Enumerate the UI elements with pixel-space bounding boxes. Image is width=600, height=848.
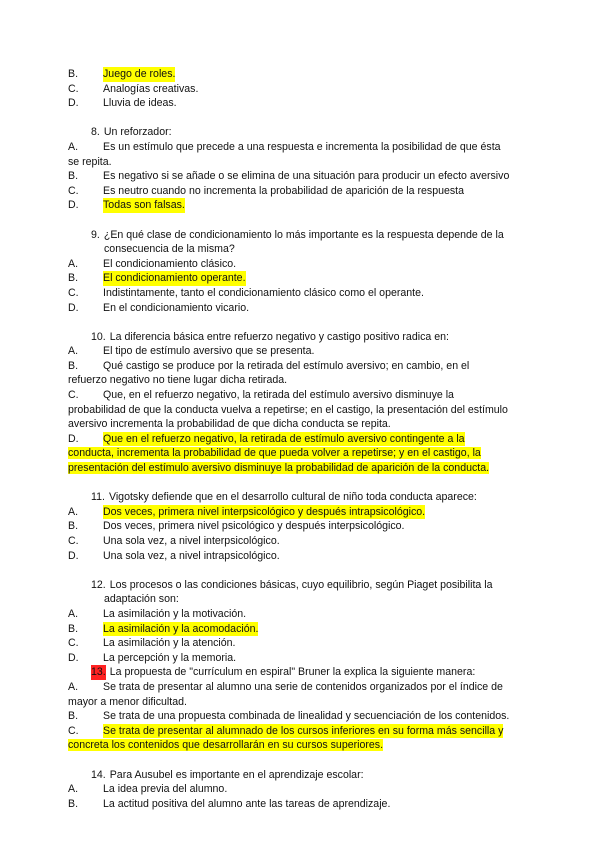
option-letter: C. bbox=[68, 389, 79, 402]
q12-option-b bbox=[68, 622, 534, 637]
option-text: La actitud positiva del alumno ante las tareas de aprendizaje. bbox=[103, 797, 391, 810]
q10-option-c-cont-2: aversivo incrementa la probabilidad de que dicha conducta se repita. bbox=[68, 418, 391, 431]
question-text: ¿En qué clase de condicionamiento lo más importante es la respuesta depende de la bbox=[103, 228, 504, 241]
question-number: 12. bbox=[91, 578, 106, 591]
q11-question bbox=[68, 490, 534, 505]
option-text-correct: Dos veces, primera nivel interpsicológico y después intrapsicológico. bbox=[103, 505, 426, 518]
q7-option-b bbox=[68, 67, 534, 82]
q7-option-d bbox=[68, 96, 534, 111]
option-text: Se trata de una propuesta combinada de linealidad y secuenciación de los contenidos. bbox=[103, 710, 510, 723]
q8-option-a bbox=[68, 140, 534, 155]
question-text: Vigotsky defiende que en el desarrollo cultural de niño toda conducta aparece: bbox=[108, 491, 477, 504]
option-letter: A. bbox=[68, 680, 79, 693]
option-text-correct: El condicionamiento operante. bbox=[103, 272, 246, 285]
q10-option-a bbox=[68, 344, 534, 359]
option-text-correct: Juego de roles. bbox=[103, 68, 176, 80]
q11-option-d bbox=[68, 549, 534, 564]
q9-option-b bbox=[68, 271, 534, 286]
q13-question bbox=[68, 665, 534, 680]
q13-option-c bbox=[68, 724, 534, 739]
option-letter: D. bbox=[68, 301, 79, 314]
option-text-correct: Se trata de presentar al alumnado de los cursos inferiores en su forma más sencilla y bbox=[103, 724, 504, 737]
q10-question bbox=[68, 330, 534, 345]
question-text: Un reforzador: bbox=[103, 126, 172, 139]
option-letter: A. bbox=[68, 505, 79, 518]
option-letter: A. bbox=[68, 783, 79, 796]
q10-option-d-cont-1 bbox=[68, 446, 534, 461]
option-letter: B. bbox=[68, 170, 79, 183]
option-text-correct: conducta, incrementa la probabilidad de que pueda volver a repetirse; y en el castigo, la bbox=[68, 447, 481, 460]
q11-option-c bbox=[68, 534, 534, 549]
q9-question bbox=[68, 228, 534, 243]
option-text-correct: Todas son falsas. bbox=[103, 199, 185, 212]
q10-option-b bbox=[68, 359, 534, 374]
q9-option-c bbox=[68, 286, 534, 301]
option-text: Qué castigo se produce por la retirada del estímulo aversivo; en cambio, en el bbox=[103, 359, 470, 372]
option-letter: C. bbox=[68, 82, 79, 95]
question-number: 14. bbox=[91, 768, 106, 781]
question-text: La propuesta de "currículum en espiral" Bruner la explica la siguiente manera: bbox=[109, 666, 476, 679]
q11-option-a bbox=[68, 505, 534, 520]
option-text: Es un estímulo que precede a una respuesta e incrementa la posibilidad de que ésta bbox=[103, 140, 501, 153]
option-letter: D. bbox=[68, 432, 79, 445]
q13-option-a-cont: mayor a menor dificultad. bbox=[68, 695, 187, 708]
q10-option-b-cont: refuerzo negativo no tiene lugar dicha retirada. bbox=[68, 374, 288, 387]
option-text: Lluvia de ideas. bbox=[103, 97, 177, 110]
q12-question bbox=[68, 578, 534, 593]
option-letter: D. bbox=[68, 97, 79, 110]
option-text: El tipo de estímulo aversivo que se presenta. bbox=[103, 345, 315, 358]
option-letter: D. bbox=[68, 549, 79, 562]
option-letter: D. bbox=[68, 651, 79, 664]
q9-question-cont: consecuencia de la misma? bbox=[104, 243, 235, 256]
option-text: Una sola vez, a nivel intrapsicológico. bbox=[103, 549, 280, 562]
q12-option-c bbox=[68, 636, 534, 651]
q12-option-d bbox=[68, 651, 534, 666]
option-letter: B. bbox=[68, 797, 79, 810]
q8-question bbox=[68, 125, 534, 140]
option-text: Es negativo si se añade o se elimina de una situación para producir un efecto aversivo bbox=[103, 170, 510, 183]
q8-option-a-cont: se repita. bbox=[68, 155, 112, 168]
exam-content bbox=[68, 67, 534, 811]
option-letter: C. bbox=[68, 724, 79, 737]
option-text: La asimilación y la atención. bbox=[103, 637, 236, 650]
q8-option-d bbox=[68, 198, 534, 213]
question-number: 9. bbox=[91, 228, 100, 241]
option-letter: B. bbox=[68, 359, 79, 372]
question-number: 10. bbox=[91, 330, 106, 343]
question-text: Los procesos o las condiciones básicas, cuyo equilibrio, según Piaget posibilita la bbox=[109, 578, 493, 591]
q12-question-cont: adaptación son: bbox=[104, 593, 179, 606]
q13-option-b bbox=[68, 709, 534, 724]
option-text: En el condicionamiento vicario. bbox=[103, 301, 250, 314]
q11-option-b bbox=[68, 519, 534, 534]
option-letter: B. bbox=[68, 622, 79, 635]
q8-option-b bbox=[68, 169, 534, 184]
question-number: 11. bbox=[91, 491, 105, 504]
option-letter: A. bbox=[68, 257, 79, 270]
option-letter: C. bbox=[68, 637, 79, 650]
option-text-correct: La asimilación y la acomodación. bbox=[103, 622, 259, 635]
q7-option-c bbox=[68, 82, 534, 97]
option-text: Una sola vez, a nivel interpsicológico. bbox=[103, 535, 280, 547]
option-letter: D. bbox=[68, 199, 79, 212]
option-letter: A. bbox=[68, 607, 79, 620]
option-letter: C. bbox=[68, 184, 79, 197]
option-letter: B. bbox=[68, 710, 79, 723]
q9-option-a bbox=[68, 257, 534, 272]
option-text-correct: presentación del estímulo aversivo disminuye la probabilidad de aparición de la conducta. bbox=[68, 462, 490, 475]
option-text: La asimilación y la motivación. bbox=[103, 607, 247, 620]
q14-option-b bbox=[68, 797, 534, 812]
q13-option-a bbox=[68, 680, 534, 695]
q9-option-d bbox=[68, 301, 534, 316]
option-text: Indistintamente, tanto el condicionamiento clásico como el operante. bbox=[103, 286, 424, 299]
option-text: Dos veces, primera nivel psicológico y después interpsicológico. bbox=[103, 520, 405, 533]
option-text: Es neutro cuando no incrementa la probabilidad de aparición de la respuesta bbox=[103, 184, 465, 197]
option-text: Analogías creativas. bbox=[103, 82, 199, 95]
option-text-correct: Que en el refuerzo negativo, la retirada de estímulo aversivo contingente a la bbox=[103, 432, 465, 445]
option-letter: C. bbox=[68, 535, 79, 547]
option-letter: B. bbox=[68, 520, 79, 533]
q14-option-a bbox=[68, 782, 534, 797]
q12-option-a bbox=[68, 607, 534, 622]
q10-option-c bbox=[68, 388, 534, 403]
q10-option-d bbox=[68, 432, 534, 447]
option-letter: C. bbox=[68, 286, 79, 299]
option-letter: B. bbox=[68, 68, 79, 80]
question-text: Para Ausubel es importante en el aprendizaje escolar: bbox=[109, 768, 364, 781]
option-letter: B. bbox=[68, 272, 79, 285]
q10-option-c-cont-1: probabilidad de que la conducta vuelva a repetirse; en el castigo, la presentación del estímulo bbox=[68, 403, 508, 416]
option-text: Se trata de presentar al alumno una serie de contenidos organizados por el índice de bbox=[103, 680, 503, 693]
q10-option-d-cont-2 bbox=[68, 461, 534, 476]
q8-option-c bbox=[68, 184, 534, 199]
q14-question bbox=[68, 768, 534, 783]
option-text: La idea previa del alumno. bbox=[103, 783, 228, 796]
option-text: El condicionamiento clásico. bbox=[103, 257, 237, 270]
option-letter: A. bbox=[68, 345, 79, 358]
option-letter: A. bbox=[68, 140, 79, 153]
option-text: Que, en el refuerzo negativo, la retirada del estímulo aversivo disminuye la bbox=[103, 389, 454, 402]
question-number: 8. bbox=[91, 126, 100, 139]
question-text: La diferencia básica entre refuerzo negativo y castigo positivo radica en: bbox=[109, 330, 449, 343]
option-text: La percepción y la memoria. bbox=[103, 651, 237, 664]
q13-option-c-cont bbox=[68, 738, 534, 753]
question-number-flagged: 13. bbox=[91, 666, 106, 679]
option-text-correct: concreta los contenidos que desarrollarán en su cursos superiores. bbox=[68, 739, 384, 752]
